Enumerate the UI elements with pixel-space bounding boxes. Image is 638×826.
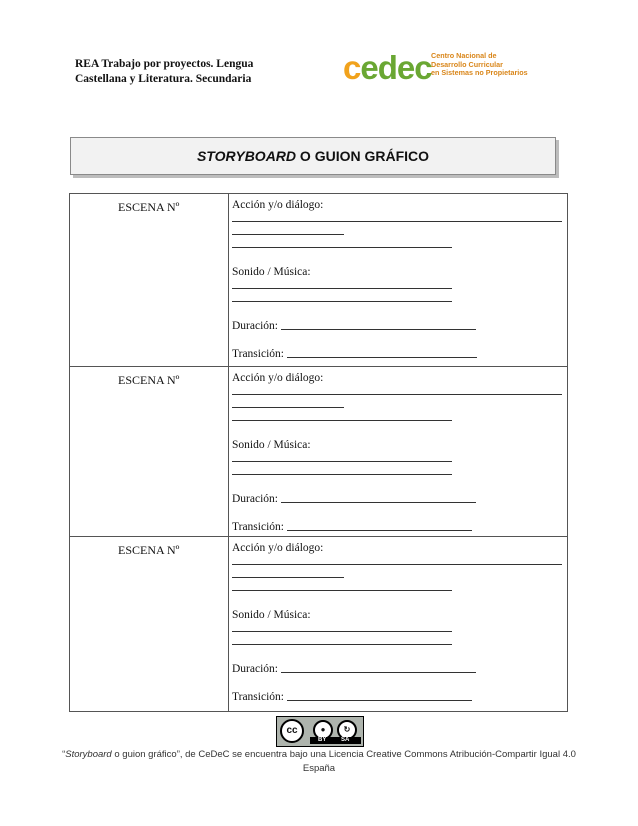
- column-divider: [228, 367, 229, 536]
- scene-row: [70, 537, 567, 711]
- column-divider: [228, 194, 229, 366]
- cedec-logo: [343, 48, 543, 88]
- scene-number-label: ESCENA Nº: [118, 200, 180, 214]
- sound-label: Sonido / Música:: [232, 266, 311, 278]
- sound-blank[interactable]: [232, 621, 452, 632]
- duration-blank[interactable]: [281, 672, 476, 673]
- scene-fields: [232, 372, 566, 533]
- action-blank[interactable]: [232, 567, 344, 578]
- scene-number-label: ESCENA Nº: [118, 373, 180, 387]
- sound-blank[interactable]: [232, 464, 452, 475]
- logo-subtitle: [431, 52, 551, 78]
- cc-icon: cc: [280, 719, 304, 743]
- scene-row: [70, 194, 567, 367]
- transition-blank[interactable]: [287, 357, 477, 358]
- sound-blank[interactable]: [232, 451, 452, 462]
- by-label: BY: [318, 737, 327, 743]
- logo-word-first: c: [343, 49, 361, 86]
- action-blank[interactable]: [232, 384, 562, 395]
- transition-label: Transición:: [232, 521, 284, 533]
- scene-fields: [232, 542, 566, 703]
- action-blank[interactable]: [232, 580, 452, 591]
- transition-label: Transición:: [232, 691, 284, 703]
- action-label: Acción y/o diálogo:: [232, 199, 324, 211]
- logo-word: [343, 50, 432, 86]
- transition-blank[interactable]: [287, 700, 472, 701]
- action-blank[interactable]: [232, 237, 452, 248]
- sound-blank[interactable]: [232, 278, 452, 289]
- sound-blank[interactable]: [232, 634, 452, 645]
- logo-word-rest: edec: [360, 49, 432, 86]
- column-divider: [228, 537, 229, 711]
- duration-label: Duración:: [232, 663, 278, 675]
- scene-number-label: ESCENA Nº: [118, 543, 180, 557]
- duration-label: Duración:: [232, 320, 278, 332]
- action-blank[interactable]: [232, 224, 344, 235]
- transition-blank[interactable]: [287, 530, 472, 531]
- document-header: REA Trabajo por proyectos. Lengua Castellana y Literatura. Secundaria: [75, 58, 254, 85]
- scene-row: [70, 367, 567, 537]
- page-title: [70, 137, 556, 175]
- license-bar: [310, 737, 361, 744]
- action-blank[interactable]: [232, 397, 344, 408]
- sa-label: SA: [341, 737, 350, 743]
- action-blank[interactable]: [232, 410, 452, 421]
- title-italic: STORYBOARD: [196, 148, 297, 164]
- by-person-icon: ●: [313, 720, 333, 740]
- action-label: Acción y/o diálogo:: [232, 542, 324, 554]
- duration-blank[interactable]: [281, 329, 476, 330]
- license-footer: [60, 748, 578, 776]
- scene-fields: [232, 199, 566, 360]
- footer-italic: Storyboard: [65, 749, 112, 760]
- footer-quote: “: [62, 749, 66, 760]
- share-alike-icon: ↻: [337, 720, 357, 740]
- logo-sub-line: Desarrollo Curricular: [431, 59, 503, 69]
- sound-blank[interactable]: [232, 291, 452, 302]
- storyboard-table: [69, 193, 568, 712]
- transition-label: Transición:: [232, 348, 284, 360]
- footer-text: o guion gráfico”, de CeDeC se encuentra bajo una Licencia Creative Commons Atribución-Compartir Igual 4.0 España: [111, 749, 576, 774]
- creative-commons-badge[interactable]: [276, 716, 364, 747]
- duration-blank[interactable]: [281, 502, 476, 503]
- action-label: Acción y/o diálogo:: [232, 372, 324, 384]
- logo-sub-line: Centro Nacional de: [431, 51, 497, 60]
- logo-sub-line: en Sistemas no Propietarios: [431, 68, 528, 77]
- action-blank[interactable]: [232, 211, 562, 222]
- action-blank[interactable]: [232, 554, 562, 565]
- sound-label: Sonido / Música:: [232, 439, 311, 451]
- duration-label: Duración:: [232, 493, 278, 505]
- title-rest: O GUION GRÁFICO: [296, 148, 430, 164]
- sound-label: Sonido / Música:: [232, 609, 311, 621]
